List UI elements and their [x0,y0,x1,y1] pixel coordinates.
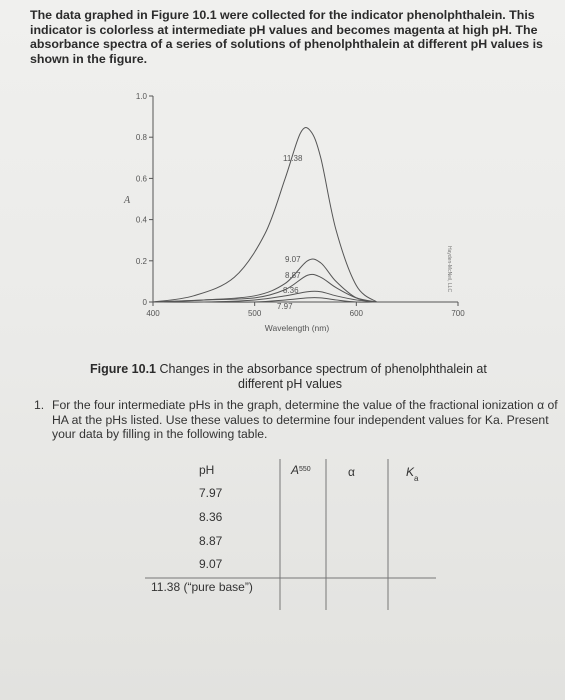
series-label: 7.97 [277,302,293,311]
intro-paragraph: The data graphed in Figure 10.1 were collected for the indicator phenolphthalein. This indicator is colorless at intermediate pH values and becomes magenta at high pH. The absorbance spectra of a series of solutions of phenolphthalein at different pH values is shown in the figure. [30,8,543,66]
y-tick-label: 1.0 [135,92,147,101]
figure-caption-text-line2: different pH values [238,377,342,391]
question-1 [34,398,559,442]
series-label: 11.38 [283,154,303,163]
x-tick-label: 600 [349,309,364,318]
watermark-text: Hayden-McNeil, LLC [446,246,452,293]
table-header-ph: pH [199,463,215,477]
question-text: For the four intermediate pHs in the graph, determine the value of the fractional ionization α of HA at the pHs listed. Use these values to determine four independent values for Ka. Present your data by filling in the following table. [52,398,558,442]
question-number: 1. [34,398,45,412]
figure-caption [90,362,540,392]
table-row-ph: 9.07 [199,557,223,571]
x-tick-label: 700 [451,309,465,318]
series-label: 8.87 [285,271,301,280]
table-row-ph: 8.87 [199,534,223,548]
table-row-ph: 8.36 [199,510,223,524]
figure-caption-text: Changes in the absorbance spectrum of phenolphthalein at [159,362,487,376]
table-row-ph: 7.97 [199,486,223,500]
series-label: 8.36 [283,286,299,295]
spectrum-curve-9-07 [153,259,377,302]
x-tick-label: 400 [146,309,160,318]
table-header-alpha: α [348,465,355,479]
figure-caption-label: Figure 10.1 [90,362,156,376]
spectrum-curve-11-38 [153,128,377,302]
data-table [145,459,436,610]
y-tick-label: 0.8 [135,133,147,143]
y-tick-label: 0.4 [135,215,147,225]
table-header-a550: $A^{550}$ [291,463,311,477]
y-axis-label: A [124,195,131,206]
y-tick-label: 0.2 [135,256,147,266]
table-header-ka: $K_a$ [406,465,419,483]
x-tick-label: 500 [247,309,262,318]
y-tick-label: 0.6 [135,174,147,184]
y-tick-label: 0 [142,298,147,307]
spectrum-curve-7-97 [153,298,377,303]
series-label: 9.07 [285,255,301,264]
x-axis-label: Wavelength (nm) [264,323,330,333]
table-row-ph: 11.38 (“pure base”) [151,580,253,594]
